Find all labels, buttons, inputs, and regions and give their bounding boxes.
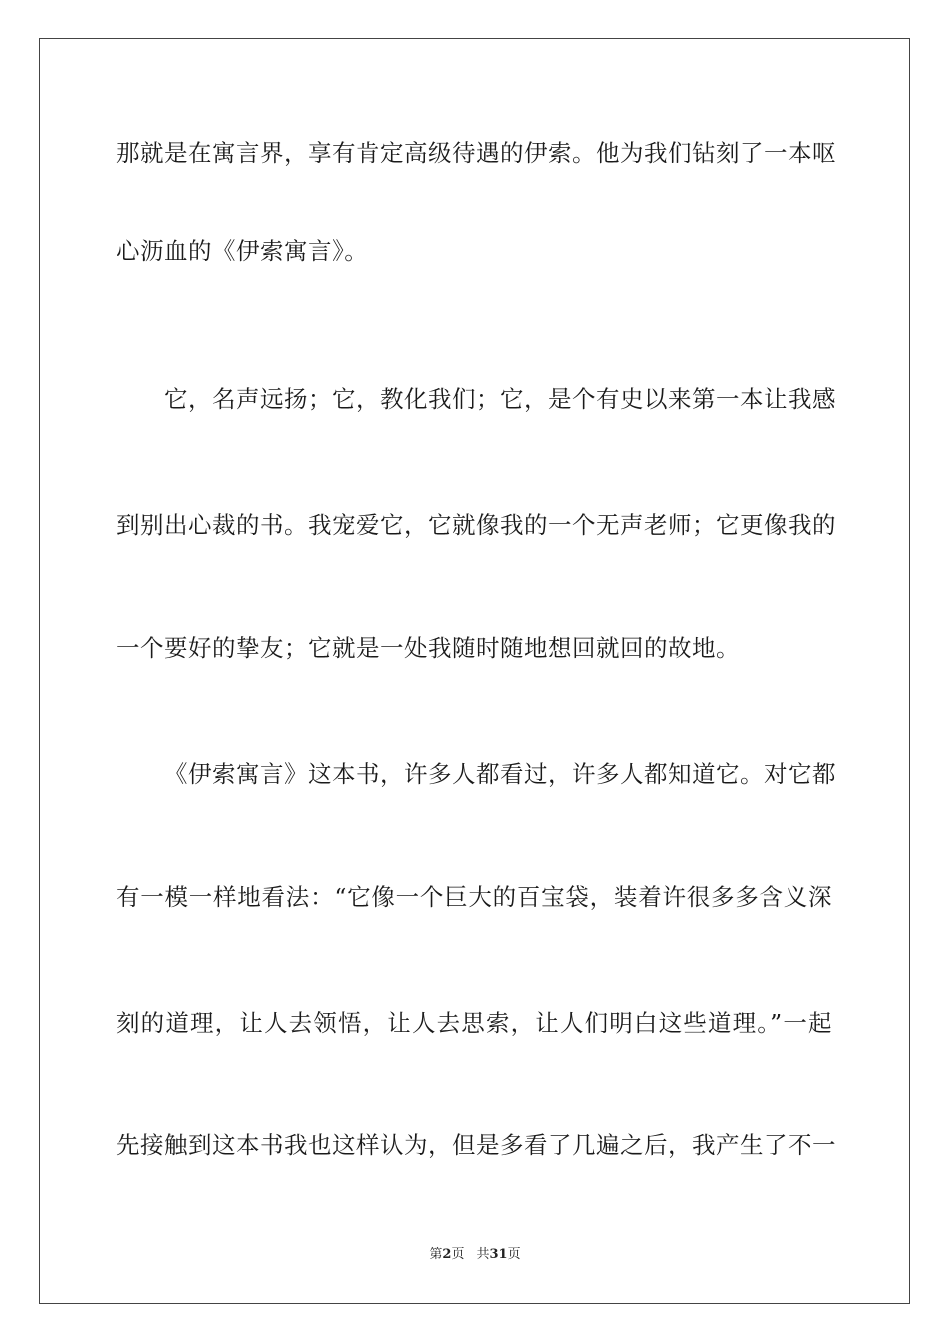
page-suffix: 页 xyxy=(451,1247,465,1262)
page-prefix: 第 xyxy=(429,1247,443,1262)
text-line-3: 它，名声远扬；它，教化我们；它，是个有史以来第一本让我感 xyxy=(164,385,836,413)
page-border xyxy=(39,38,910,1304)
text-line-2: 心沥血的《伊索寓言》。 xyxy=(116,237,369,265)
page-footer xyxy=(0,1247,950,1263)
text-line-5: 一个要好的挚友；它就是一处我随时随地想回就回的故地。 xyxy=(116,634,740,662)
page-number: 2 xyxy=(442,1247,452,1262)
total-suffix: 页 xyxy=(507,1247,521,1262)
text-line-8: 刻的道理，让人去领悟，让人去思索，让人们明白这些道理。”一起 xyxy=(116,1009,832,1037)
text-line-6: 《伊索寓言》这本书，许多人都看过，许多人都知道它。对它都 xyxy=(164,760,836,788)
text-line-7: 有一模一样地看法：“它像一个巨大的百宝袋，装着许很多多含义深 xyxy=(116,883,832,911)
text-line-9: 先接触到这本书我也这样认为，但是多看了几遍之后，我产生了不一 xyxy=(116,1131,836,1159)
text-line-4: 到别出心裁的书。我宠爱它，它就像我的一个无声老师；它更像我的 xyxy=(116,511,836,539)
text-line-1: 那就是在寓言界，享有肯定高级待遇的伊索。他为我们钻刻了一本呕 xyxy=(116,139,836,167)
total-pages: 31 xyxy=(489,1247,508,1262)
total-prefix: 共 xyxy=(476,1247,490,1262)
